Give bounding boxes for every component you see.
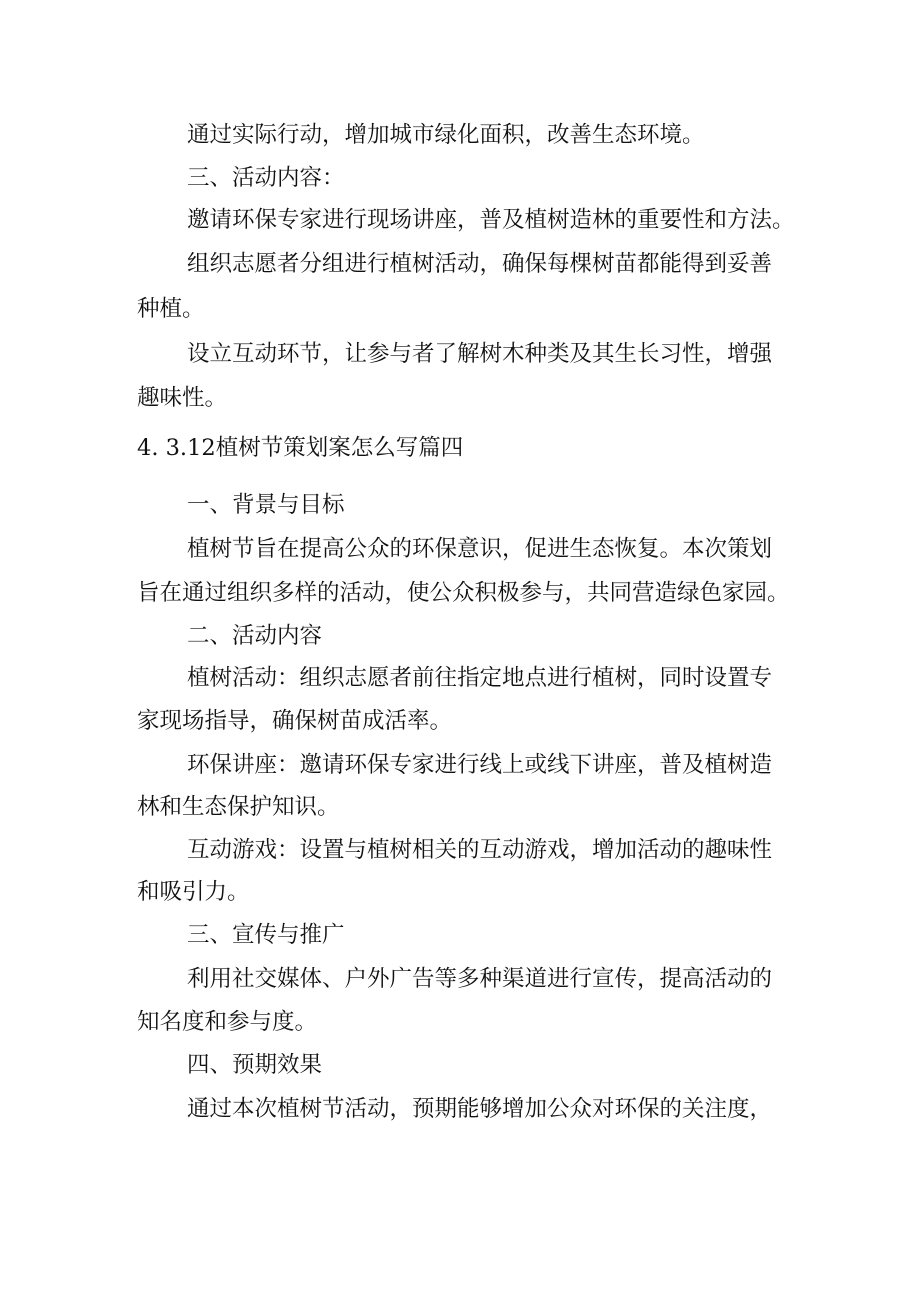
section-heading: 三、活动内容： <box>187 165 345 191</box>
paragraph-line: 组织志愿者分组进行植树活动，确保每棵树苗都能得到妥善 <box>187 251 773 277</box>
paragraph-line: 旨在通过组织多样的活动，使公众积极参与，共同营造绿色家园。 <box>137 580 790 606</box>
paragraph-line: 趣味性。 <box>137 385 228 411</box>
paragraph-line: 知名度和参与度。 <box>137 1009 318 1035</box>
paragraph-line: 设立互动环节，让参与者了解树木种类及其生长习性，增强 <box>187 341 773 367</box>
section-heading: 一、背景与目标 <box>187 492 345 518</box>
section-heading: 二、活动内容 <box>187 623 323 649</box>
paragraph-line: 环保讲座：邀请环保专家进行线上或线下讲座，普及植树造 <box>187 752 773 778</box>
paragraph-line: 和吸引力。 <box>137 879 250 905</box>
chapter-heading: 4. 3.12植树节策划案怎么写篇四 <box>137 435 464 461</box>
paragraph-line: 互动游戏：设置与植树相关的互动游戏，增加活动的趣味性 <box>187 837 773 863</box>
paragraph-line: 家现场指导，确保树苗成活率。 <box>137 708 453 734</box>
paragraph-line: 通过实际行动，增加城市绿化面积，改善生态环境。 <box>187 122 705 148</box>
section-heading: 四、预期效果 <box>187 1052 323 1078</box>
section-heading: 三、宣传与推广 <box>187 922 345 948</box>
paragraph-line: 植树节旨在提高公众的环保意识，促进生态恢复。本次策划 <box>187 536 773 562</box>
paragraph-line: 邀请环保专家进行现场讲座，普及植树造林的重要性和方法。 <box>187 207 795 233</box>
paragraph-line: 植树活动：组织志愿者前往指定地点进行植树，同时设置专 <box>187 665 773 691</box>
paragraph-line: 林和生态保护知识。 <box>137 794 340 820</box>
paragraph-line: 种植。 <box>137 296 205 322</box>
paragraph-line: 通过本次植树节活动，预期能够增加公众对环保的关注度， <box>187 1096 773 1122</box>
paragraph-line: 利用社交媒体、户外广告等多种渠道进行宣传，提高活动的 <box>187 966 773 992</box>
